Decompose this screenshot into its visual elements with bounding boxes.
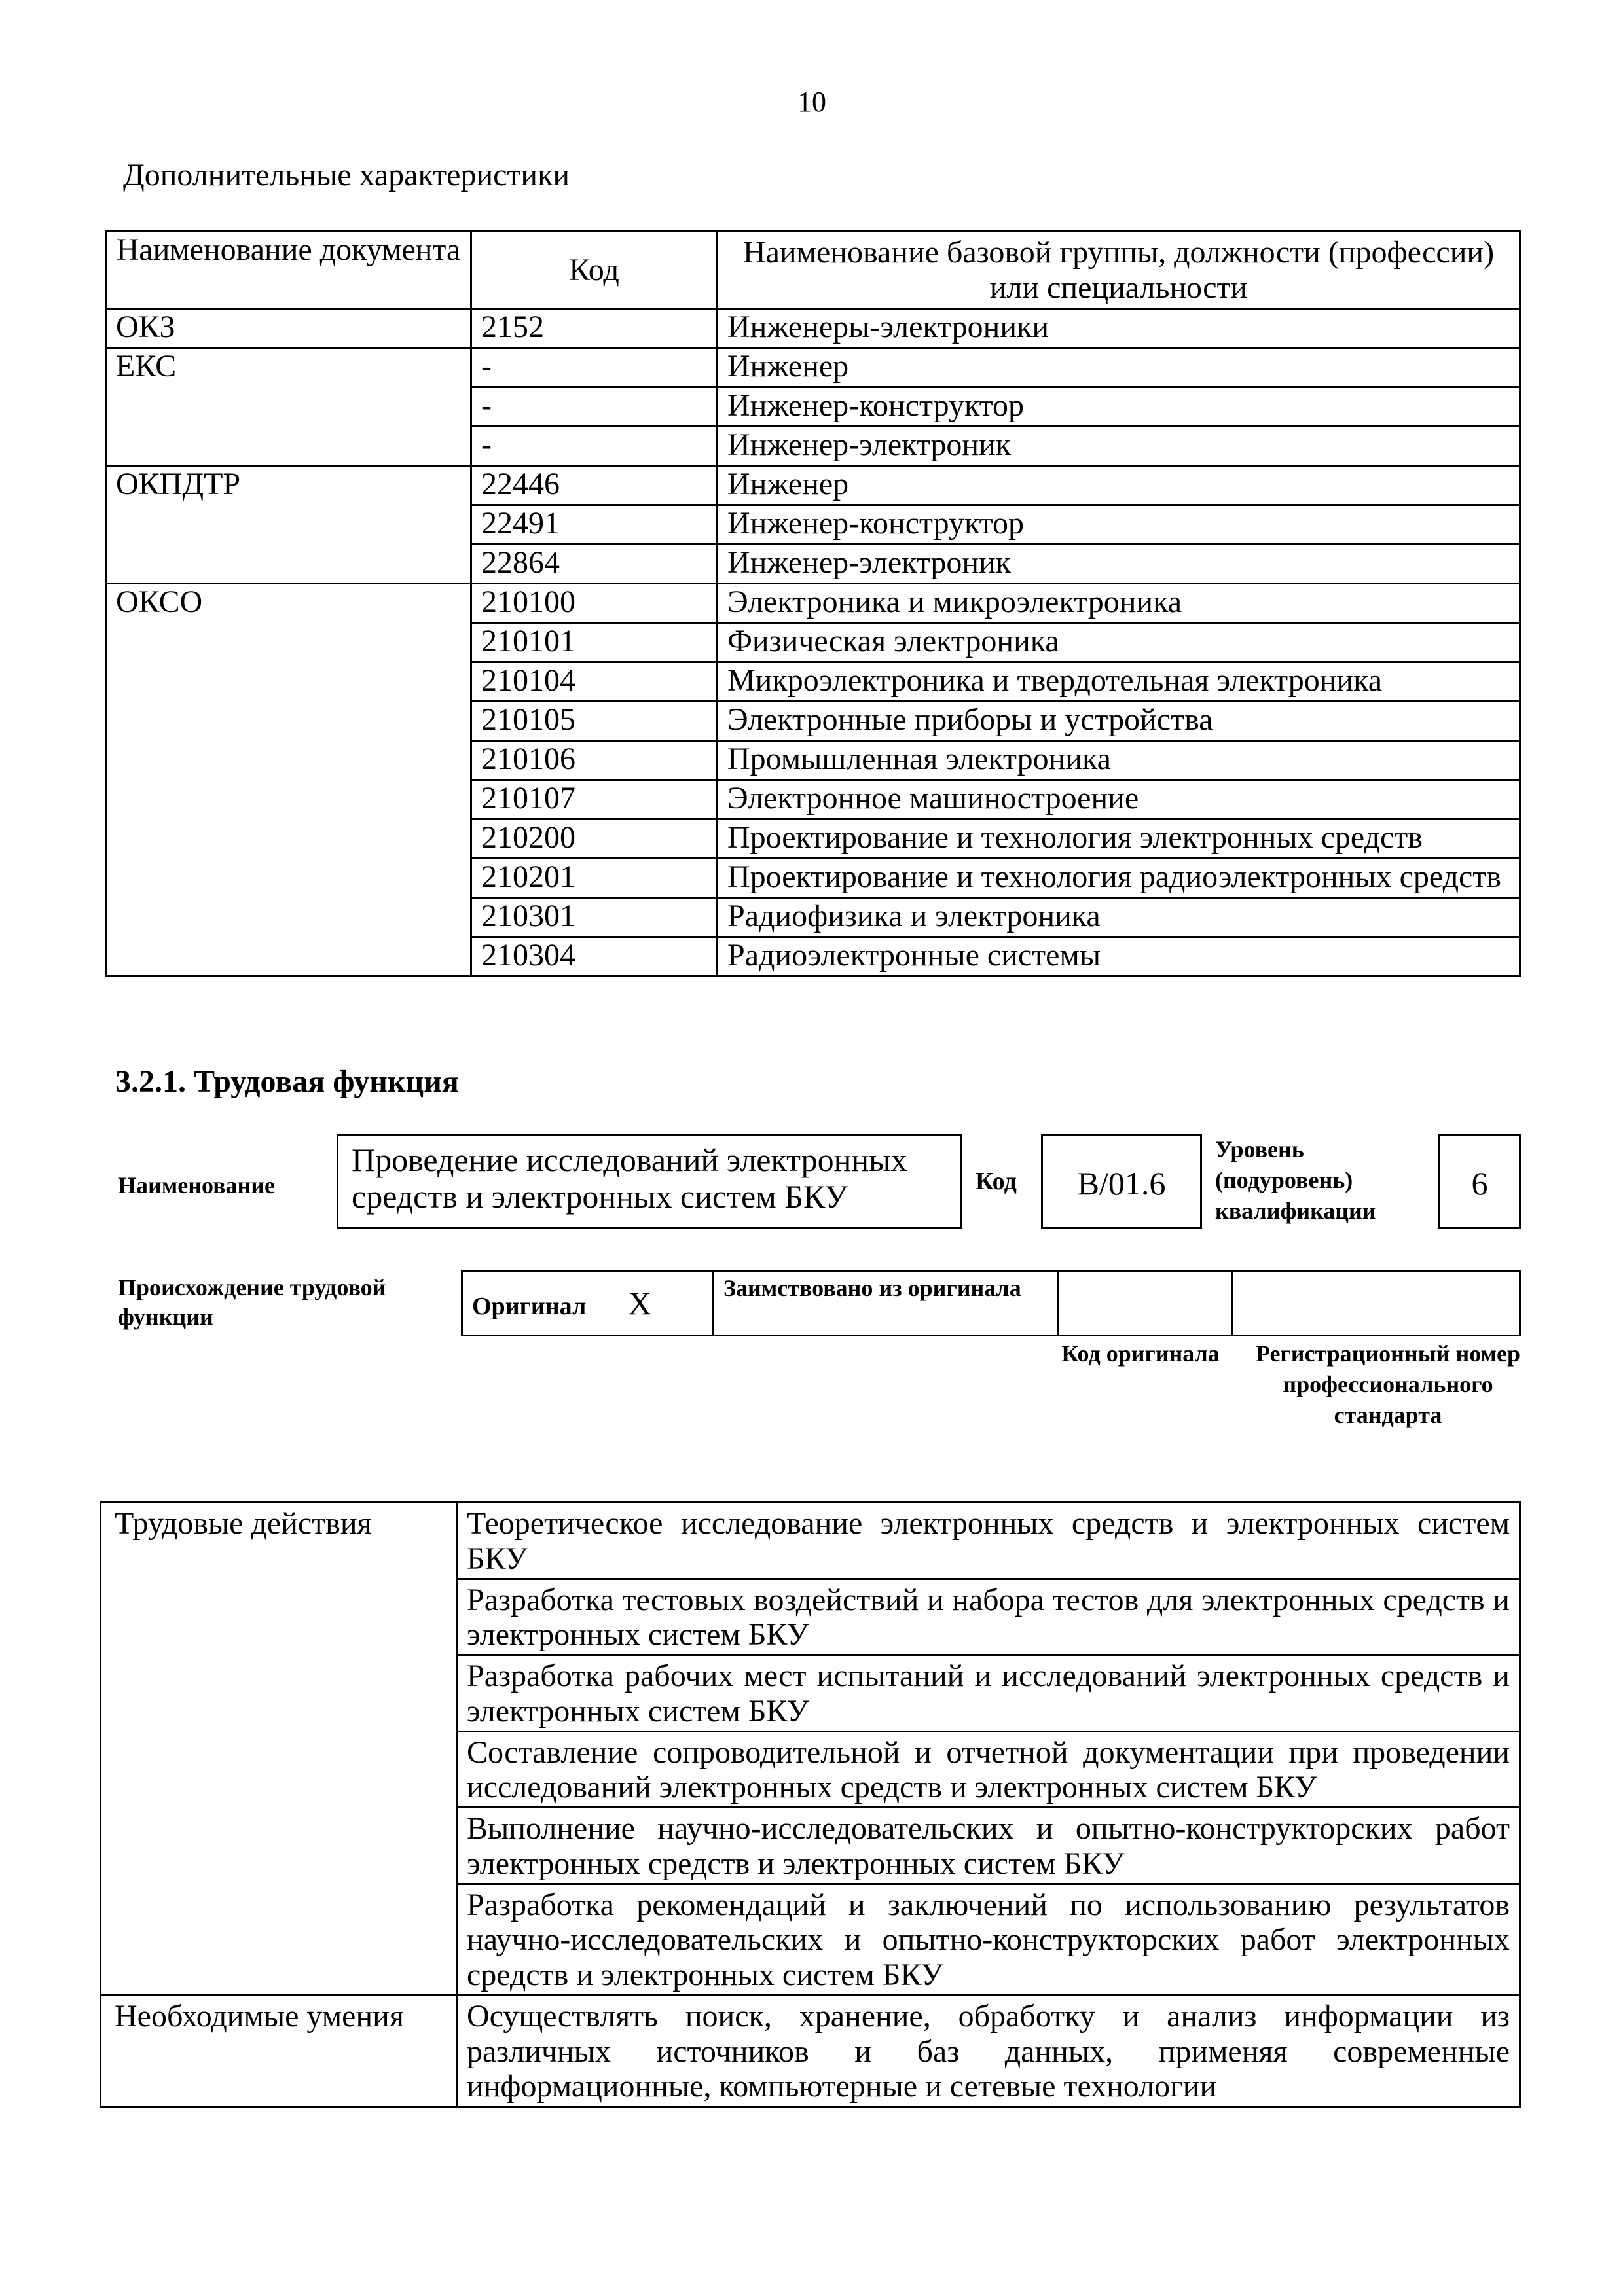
qualification-level-box: 6 xyxy=(1438,1134,1521,1229)
doc-name-cell xyxy=(106,741,471,780)
doc-name-cell xyxy=(106,505,471,545)
doc-name-cell xyxy=(106,545,471,584)
group-name-cell: Радиоэлектронные системы xyxy=(718,937,1520,977)
origin-row xyxy=(462,1271,1520,1336)
labor-action-label: Трудовые действия xyxy=(101,1503,457,1996)
borrowed-cell: Заимствовано из оригинала xyxy=(714,1271,1058,1336)
doc-name-cell xyxy=(106,387,471,427)
additional-characteristics-table xyxy=(105,230,1521,977)
header-doc-name: Наименование документа xyxy=(106,232,471,309)
group-name-cell: Инженеры-электроники xyxy=(718,309,1520,348)
table-row xyxy=(106,348,1520,387)
doc-name-cell xyxy=(106,427,471,466)
code-cell: 210301 xyxy=(471,898,718,937)
group-name-cell: Инженер-электроник xyxy=(718,545,1520,584)
function-code-box: В/01.6 xyxy=(1041,1134,1202,1229)
doc-name-cell: ЕКС xyxy=(106,348,471,387)
group-name-cell: Проектирование и технология радиоэлектронных средств xyxy=(718,859,1520,898)
doc-name-cell xyxy=(106,780,471,819)
table-row xyxy=(106,662,1520,702)
table-row xyxy=(106,505,1520,545)
qualification-level-label: Уровень (подуровень) квалификации xyxy=(1215,1136,1376,1224)
group-name-cell: Инженер xyxy=(718,348,1520,387)
code-cell: 210106 xyxy=(471,741,718,780)
labor-function-heading: 3.2.1. Трудовая функция xyxy=(115,1064,459,1099)
code-cell: - xyxy=(471,427,718,466)
additional-characteristics-heading: Дополнительные характеристики xyxy=(123,158,570,192)
code-cell: 22491 xyxy=(471,505,718,545)
labor-action-cell: Выполнение научно-исследовательских и опытно-конструкторских работ электронных средств и электронных систем БКУ xyxy=(457,1808,1520,1884)
origin-table xyxy=(461,1270,1521,1336)
code-cell: 210200 xyxy=(471,819,718,859)
required-skill-cell: Осуществлять поиск, хранение, обработку и анализ информации из различных источников и баз данных, применяя современные информационные, компьютерные и сетевые технологии xyxy=(457,1995,1520,2106)
group-name-cell: Проектирование и технология электронных средств xyxy=(718,819,1520,859)
doc-name-cell xyxy=(106,898,471,937)
doc-name-cell xyxy=(106,702,471,741)
doc-name-cell xyxy=(106,937,471,977)
code-cell: 210105 xyxy=(471,702,718,741)
doc-name-cell xyxy=(106,662,471,702)
doc-name-cell: ОКЗ xyxy=(106,309,471,348)
table-row xyxy=(106,898,1520,937)
code-cell: 210101 xyxy=(471,623,718,662)
group-name-cell: Электронное машиностроение xyxy=(718,780,1520,819)
original-text: Оригинал xyxy=(472,1293,587,1320)
header-group-name: Наименование базовой группы, должности (профессии) или специальности xyxy=(718,232,1520,309)
doc-name-cell xyxy=(106,623,471,662)
code-label: Код xyxy=(976,1168,1017,1195)
table-row xyxy=(106,623,1520,662)
code-cell: - xyxy=(471,348,718,387)
original-code-cell xyxy=(1058,1271,1232,1336)
labor-action-cell: Разработка тестовых воздействий и набора тестов для электронных средств и электронных систем БКУ xyxy=(457,1579,1520,1655)
original-cell xyxy=(462,1271,714,1336)
origin-label: Происхождение трудовой функции xyxy=(118,1274,386,1330)
function-name-box: Проведение исследований электронных средств и электронных систем БКУ xyxy=(337,1134,962,1229)
group-name-cell: Инженер xyxy=(718,466,1520,505)
original-mark: X xyxy=(628,1285,652,1321)
group-name-cell: Электроника и микроэлектроника xyxy=(718,584,1520,623)
code-cell: 210104 xyxy=(471,662,718,702)
table-row xyxy=(106,741,1520,780)
group-name-cell: Микроэлектроника и твердотельная электроника xyxy=(718,662,1520,702)
table-row xyxy=(101,1995,1520,2106)
labor-action-cell: Составление сопроводительной и отчетной документации при проведении исследований электронных средств и электронных систем БКУ xyxy=(457,1731,1520,1808)
code-cell: 210107 xyxy=(471,780,718,819)
labor-action-cell: Теоретическое исследование электронных средств и электронных систем БКУ xyxy=(457,1503,1520,1579)
group-name-cell: Электронные приборы и устройства xyxy=(718,702,1520,741)
group-name-cell: Инженер-электроник xyxy=(718,427,1520,466)
table-row xyxy=(101,1503,1520,1579)
table-row xyxy=(106,937,1520,977)
table-row xyxy=(106,859,1520,898)
doc-name-cell xyxy=(106,819,471,859)
code-cell: 22864 xyxy=(471,545,718,584)
code-cell: - xyxy=(471,387,718,427)
registration-number-caption: Регистрационный номер профессионального стандарта xyxy=(1255,1340,1521,1428)
code-cell: 210100 xyxy=(471,584,718,623)
table-row xyxy=(106,387,1520,427)
registration-number-cell xyxy=(1232,1271,1520,1336)
original-code-caption: Код оригинала xyxy=(1061,1340,1220,1367)
name-label: Наименование xyxy=(118,1172,275,1198)
table-row xyxy=(106,702,1520,741)
table-row xyxy=(106,309,1520,348)
table-row xyxy=(106,545,1520,584)
labor-action-cell: Разработка рекомендаций и заключений по использованию результатов научно-исследовательских и опытно-конструкторских работ электронных средств и электронных систем БКУ xyxy=(457,1884,1520,1995)
doc-name-cell: ОКСО xyxy=(106,584,471,623)
code-cell: 22446 xyxy=(471,466,718,505)
table-row xyxy=(106,466,1520,505)
group-name-cell: Радиофизика и электроника xyxy=(718,898,1520,937)
group-name-cell: Физическая электроника xyxy=(718,623,1520,662)
code-cell: 2152 xyxy=(471,309,718,348)
labor-action-cell: Разработка рабочих мест испытаний и исследований электронных средств и электронных систем БКУ xyxy=(457,1655,1520,1732)
table-header-row xyxy=(106,232,1520,309)
code-cell: 210304 xyxy=(471,937,718,977)
labor-actions-table xyxy=(100,1501,1521,2108)
group-name-cell: Инженер-конструктор xyxy=(718,505,1520,545)
table-row xyxy=(106,427,1520,466)
group-name-cell: Инженер-конструктор xyxy=(718,387,1520,427)
group-name-cell: Промышленная электроника xyxy=(718,741,1520,780)
table-row xyxy=(106,780,1520,819)
table-row xyxy=(106,819,1520,859)
page-number: 10 xyxy=(797,86,826,118)
code-cell: 210201 xyxy=(471,859,718,898)
doc-name-cell: ОКПДТР xyxy=(106,466,471,505)
header-code: Код xyxy=(471,232,718,309)
table-row xyxy=(106,584,1520,623)
required-skill-label: Необходимые умения xyxy=(101,1995,457,2106)
doc-name-cell xyxy=(106,859,471,898)
